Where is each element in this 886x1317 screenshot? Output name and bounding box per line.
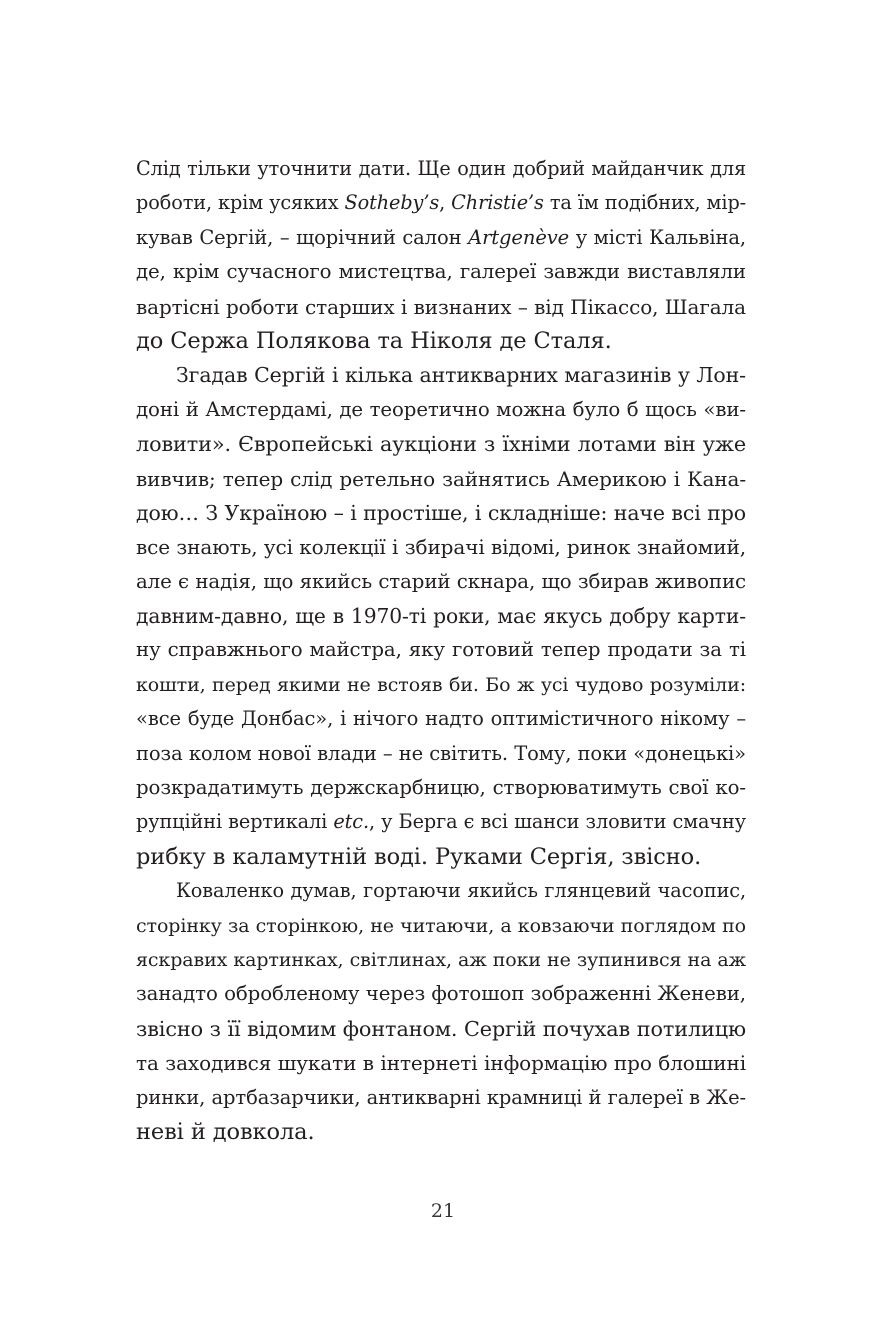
text-line: але є надія, що якийсь старий скнара, що збирав живопис [136,569,746,593]
text-line: кошти, перед якими не встояв би. Бо ж усі чудово розуміли: [136,673,746,696]
text-line: дою… З Україною – і простіше, і складніше: наче всі про [136,500,746,525]
text-line: сторінку за сторінкою, не читаючи, а ковзаючи поглядом по [136,914,746,937]
text-line: неві й довкола. [136,1118,315,1145]
text-line: поза колом нової влади – не світить. Тому, поки «донецькі» [136,741,746,765]
text-line: кував Сергій, – щорічний салон Artgenève у місті Кальвіна, [136,225,746,249]
text-line: та заходився шукати в інтернеті інформацію про блошині [136,1051,746,1076]
text-line: все знають, усі колекції і збирачі відомі, ринок знайомий, [136,535,746,560]
text-line: рибку в каламутній воді. Руками Сергія, звісно. [136,843,702,870]
text-line: до Сержа Полякова та Ніколя де Сталя. [136,327,612,354]
text-line: розкрадатимуть держскарбницю, створюватимуть свої ко- [136,776,746,800]
text-line: звісно з її відомим фонтаном. Сергій почухав потилицю [136,1016,746,1041]
text-line: яскравих картинках, світлинах, аж поки не зупинився на аж [136,948,746,971]
text-line: ну справжнього майстра, яку готовий тепер продати за ті [136,638,746,662]
body-text [136,152,746,1149]
text-line: «все буде Донбас», і нічого надто оптимістичного нікому – [136,707,746,731]
text-line: доні й Амстердамі, де теоретично можна було б щось «ви- [136,397,746,421]
text-line: Згадав Сергій і кілька антикварних магазинів у Лон- [176,363,746,388]
text-line: вивчив; тепер слід ретельно зайнятись Америкою і Кана- [136,466,746,491]
text-line: де, крім сучасного мистецтва, галереї завжди виставляли [136,260,746,284]
text-line: рупційні вертикалі etc., у Берга є всі шанси зловити смачну [136,810,746,834]
text-line: ринки, артбазарчики, антикварні крамниці й галереї в Же- [136,1085,746,1109]
text-line: давним-давно, ще в 1970-ті роки, має якусь добру карти- [136,604,746,629]
text-line: Коваленко думав, гортаючи якийсь глянцевий часопис, [176,879,746,903]
text-line: Слід тільки уточнити дати. Ще один добрий майданчик для [136,157,746,180]
page-number: 21 [430,1200,456,1222]
text-line: вартісні роботи старших і визнаних – від Пікассо, Шагала [136,294,746,319]
text-line: занадто обробленому через фотошоп зображенні Женеви, [136,982,746,1006]
text-line: роботи, крім усяких Sotheby’s, Christie’s та їм подібних, мір- [136,191,746,215]
text-line: ловити». Європейські аукціони з їхніми лотами він уже [136,432,746,457]
